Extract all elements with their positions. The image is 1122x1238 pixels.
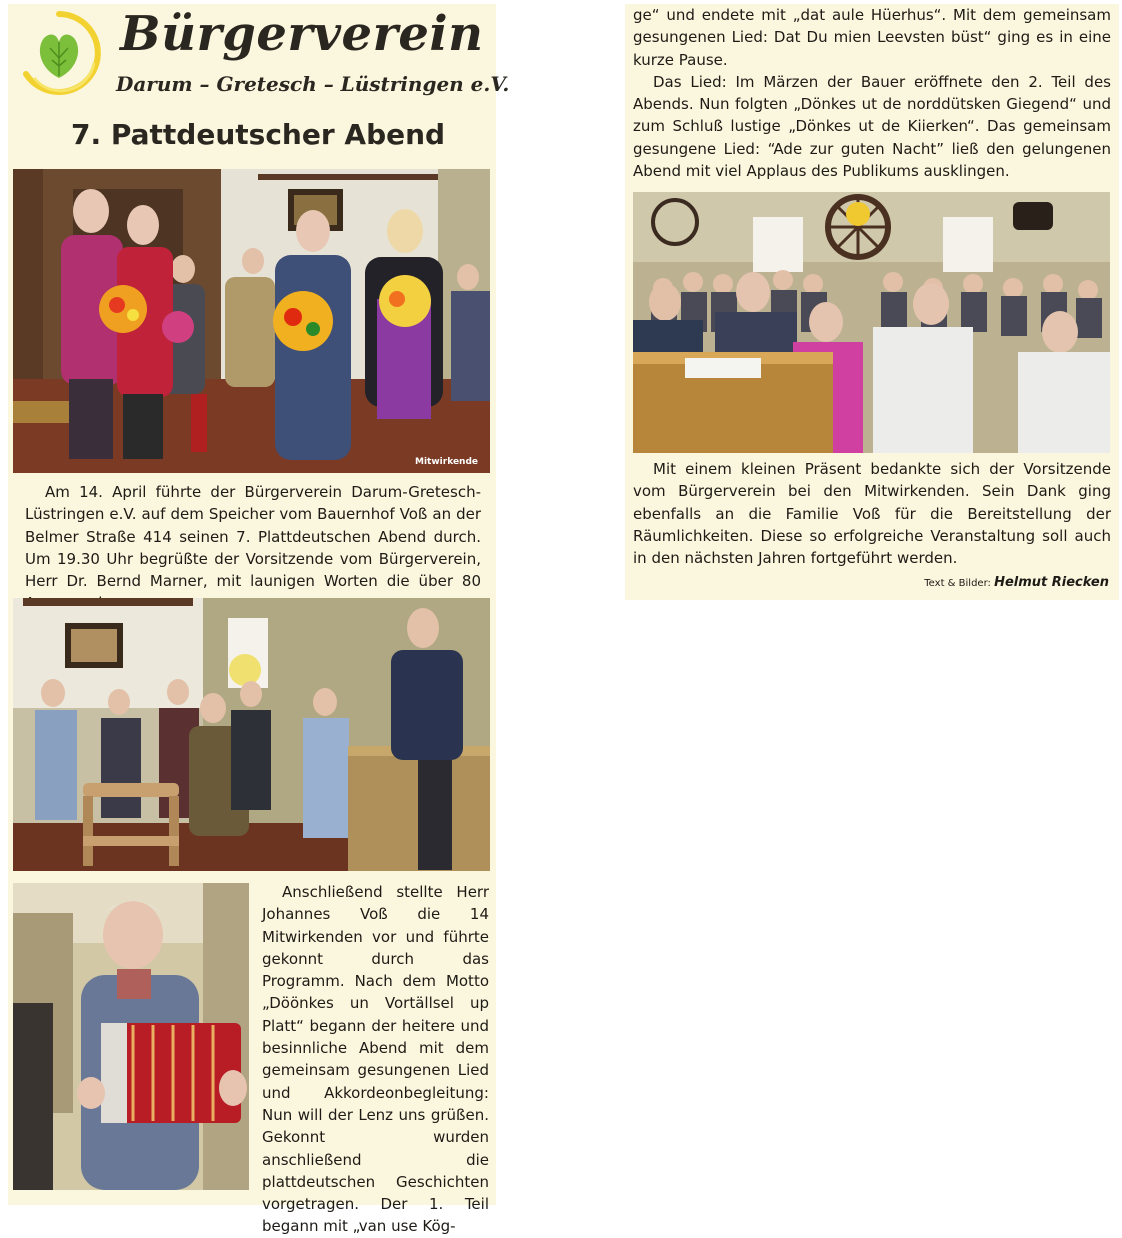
credit-label: Text & Bilder: xyxy=(924,578,991,589)
intro-text: Am 14. April führte der Bürgerverein Darum-Gretesch-Lüstringen e.V. auf dem Speicher vom Bauernhof Voß an der Belmer Straße 414 seinen 7. Plattdeutschen Abend durch. Um 19.30 Uhr begrüßte der Vorsitzende vom Bürgerverein, Herr Dr. Bernd Marner, mit launigen Worten die über 80 xyxy=(25,483,481,591)
right-paragraphs-top xyxy=(633,4,1111,182)
organization-title: Bürgerverein xyxy=(120,6,484,62)
right-paragraph-1: ge“ und endete mit „dat aule Hüerhus“. Mit dem gemeinsam gesungenen Lied: Dat Du mien Leevsten büst“ ging es in eine kurze Pause. xyxy=(633,6,1111,69)
side-column-text: Anschließend stellte Herr Johannes Voß die 14 Mitwirkenden vor und führte gekonnt durch das Programm. Nach dem Motto „Döönkes un Vortällsel up Platt“ begann der heitere und besinnliche Abend mit dem gemeinsam gesungenen Lied und Akkordeonbegleitung: Nun will der Lenz uns grüßen. Gekonnt wurden anschließend die plattdeutschen Geschichten vorgetragen. Der 1. Teil begann mit „van use Kög- xyxy=(262,883,489,1236)
photo-credit xyxy=(924,575,1109,590)
right-paragraph-3: Mit einem kleinen Präsent bedankte sich der Vorsitzende vom Bürgerverein bei den Mitwirkenden. Sein Dank ging ebenfalls an die Familie Voß für die Bereitstellung der Räumlichkeiten. Diese so erfolgreiche Veranstaltung soll auch in den nächsten Jahren fortgeführt werden. xyxy=(633,460,1111,568)
intro-paragraph xyxy=(25,481,481,615)
credit-author: Helmut Riecken xyxy=(994,575,1109,590)
article-right-column xyxy=(625,4,1119,600)
photo-accordion-player xyxy=(13,883,249,1190)
photo-caption: Mitwirkende xyxy=(415,457,478,467)
photo-audience xyxy=(633,192,1110,453)
organization-subtitle: Darum – Gretesch – Lüstringen e.V. xyxy=(116,72,510,96)
article-headline: 7. Pattdeutscher Abend xyxy=(71,118,446,151)
side-column-paragraph xyxy=(262,881,489,1238)
photo-performers xyxy=(13,169,490,473)
right-paragraph-2: Das Lied: Im Märzen der Bauer eröffnete den 2. Teil des Abends. Nun folgten „Dönkes ut de norddütsken Giegend“ und zum Schluß lustige „Dönkes ut de Kiierken“. Das gemeinsam gesungene Lied: “Ade zur guten Nacht” ließ den gelungenen Abend mit viel Applaus des Publikums ausklingen. xyxy=(633,72,1111,181)
article-left-column xyxy=(8,4,510,1236)
right-paragraph-bottom xyxy=(633,458,1111,569)
linden-leaf-logo-icon xyxy=(14,8,104,98)
photo-chairman-speech xyxy=(13,598,490,871)
